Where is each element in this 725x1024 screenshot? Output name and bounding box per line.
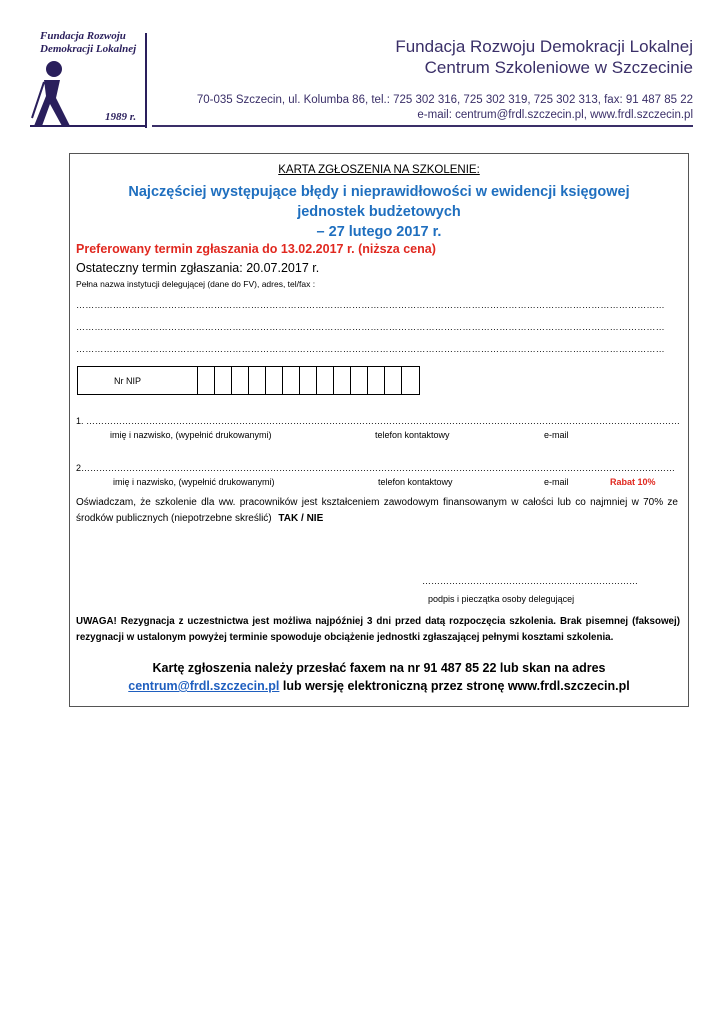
participant-1-name-label: imię i nazwisko, (wypełnić drukowanymi) xyxy=(110,430,272,440)
submission-line2-rest: lub wersję elektroniczną przez stronę www.frdl.szczecin.pl xyxy=(279,679,630,693)
participant-2-phone-label: telefon kontaktowy xyxy=(378,477,453,487)
submission-instructions xyxy=(70,659,688,695)
org-subtitle: Centrum Szkoleniowe w Szczecinie xyxy=(424,58,693,77)
course-title-line2: jednostek budżetowych xyxy=(297,204,461,220)
org-title: Fundacja Rozwoju Demokracji Lokalnej xyxy=(395,37,693,56)
nip-digit-cell[interactable] xyxy=(333,367,350,394)
nip-digit-cell[interactable] xyxy=(197,367,214,394)
logo xyxy=(30,30,150,130)
logo-name xyxy=(40,30,160,56)
signature-label: podpis i pieczątka osoby delegującej xyxy=(428,594,575,604)
course-title-line1: Najczęściej występujące błędy i nieprawidłowości w ewidencji księgowej xyxy=(128,184,630,200)
declaration xyxy=(76,495,678,527)
nip-digit-cell[interactable] xyxy=(350,367,367,394)
course-date: – 27 lutego 2017 r. xyxy=(316,224,442,240)
nip-digit-cell[interactable] xyxy=(231,367,248,394)
nip-digit-cell[interactable] xyxy=(316,367,333,394)
logo-underline xyxy=(30,125,147,127)
logo-name-line1: Fundacja Rozwoju xyxy=(40,30,126,42)
nip-digit-cell[interactable] xyxy=(401,367,418,394)
org-email: e-mail: centrum@frdl.szczecin.pl, www.frdl.szczecin.pl xyxy=(417,109,693,121)
institution-line-3[interactable]: ………………………………………………………………………………………………………………………………………………………………………… xyxy=(76,344,665,354)
registration-form xyxy=(69,153,689,707)
participant-2-name-label: imię i nazwisko, (wypełnić drukowanymi) xyxy=(113,477,275,487)
logo-name-line2: Demokracji Lokalnej xyxy=(40,43,137,55)
nip-field[interactable] xyxy=(77,366,420,395)
nip-digit-cell[interactable] xyxy=(214,367,231,394)
nip-digit-cell[interactable] xyxy=(299,367,316,394)
course-title xyxy=(70,182,688,242)
nip-label: Nr NIP xyxy=(114,375,141,386)
institution-line-2[interactable]: ………………………………………………………………………………………………………………………………………………………………………… xyxy=(76,322,665,332)
institution-label: Pełna nazwa instytucji delegującej (dane do FV), adres, tel/fax : xyxy=(76,279,316,289)
final-deadline: Ostateczny termin zgłaszania: 20.07.2017 r. xyxy=(76,261,320,275)
declaration-text: Oświadczam, że szkolenie dla ww. pracowników jest kształceniem zawodowym finansowanym w całości lub co najmniej w 70% ze środków publicznych (niepotrzebne skreślić) xyxy=(76,497,678,524)
signature-line[interactable]: ……………………………………………………………… xyxy=(422,576,638,586)
submission-line2 xyxy=(70,677,688,695)
logo-year: 1989 r. xyxy=(105,111,137,123)
nip-digit-cell[interactable] xyxy=(282,367,299,394)
email-link[interactable]: centrum@frdl.szczecin.pl xyxy=(128,679,280,693)
person-icon xyxy=(30,60,75,130)
preferred-deadline: Preferowany termin zgłaszania do 13.02.2017 r. (niższa cena) xyxy=(76,242,436,256)
nip-digit-cell[interactable] xyxy=(367,367,384,394)
participant-1-email-label: e-mail xyxy=(544,430,569,440)
cancellation-warning: UWAGA! Rezygnacja z uczestnictwa jest możliwa najpóźniej 3 dni przed datą rozpoczęcia szkolenia. Brak pisemnej (faksowej) rezygnacji w ustalonym powyżej terminie spowoduje obciążenie jednostki zgłaszającej pełnymi kosztami szkolenia. xyxy=(76,616,680,643)
participant-2-email-label: e-mail xyxy=(544,477,569,487)
header-rule xyxy=(152,125,693,127)
form-heading: KARTA ZGŁOSZENIA NA SZKOLENIE: xyxy=(278,164,480,176)
participant-2-line[interactable]: 2……………………………………………………………………………………………………………………………………………………………………………… xyxy=(76,463,676,473)
nip-digit-cell[interactable] xyxy=(265,367,282,394)
org-contact xyxy=(197,93,693,123)
nip-digit-cell[interactable] xyxy=(384,367,401,394)
logo-divider xyxy=(145,33,147,128)
org-header xyxy=(395,36,693,78)
participant-1-line[interactable]: 1. ……………………………………………………………………………………………………………………………………………………………………………… xyxy=(76,416,681,426)
participant-1-phone-label: telefon kontaktowy xyxy=(375,430,450,440)
submission-line1: Kartę zgłoszenia należy przesłać faxem na nr 91 487 85 22 lub skan na adres xyxy=(152,661,606,675)
declaration-choice[interactable]: TAK / NIE xyxy=(278,513,324,524)
org-address: 70-035 Szczecin, ul. Kolumba 86, tel.: 725 302 316, 725 302 319, 725 302 313, fax: 91 487 85 22 xyxy=(196,94,693,106)
nip-digit-cell[interactable] xyxy=(248,367,265,394)
institution-line-1[interactable]: ………………………………………………………………………………………………………………………………………………………………………… xyxy=(76,300,665,310)
discount-badge: Rabat 10% xyxy=(610,477,656,487)
